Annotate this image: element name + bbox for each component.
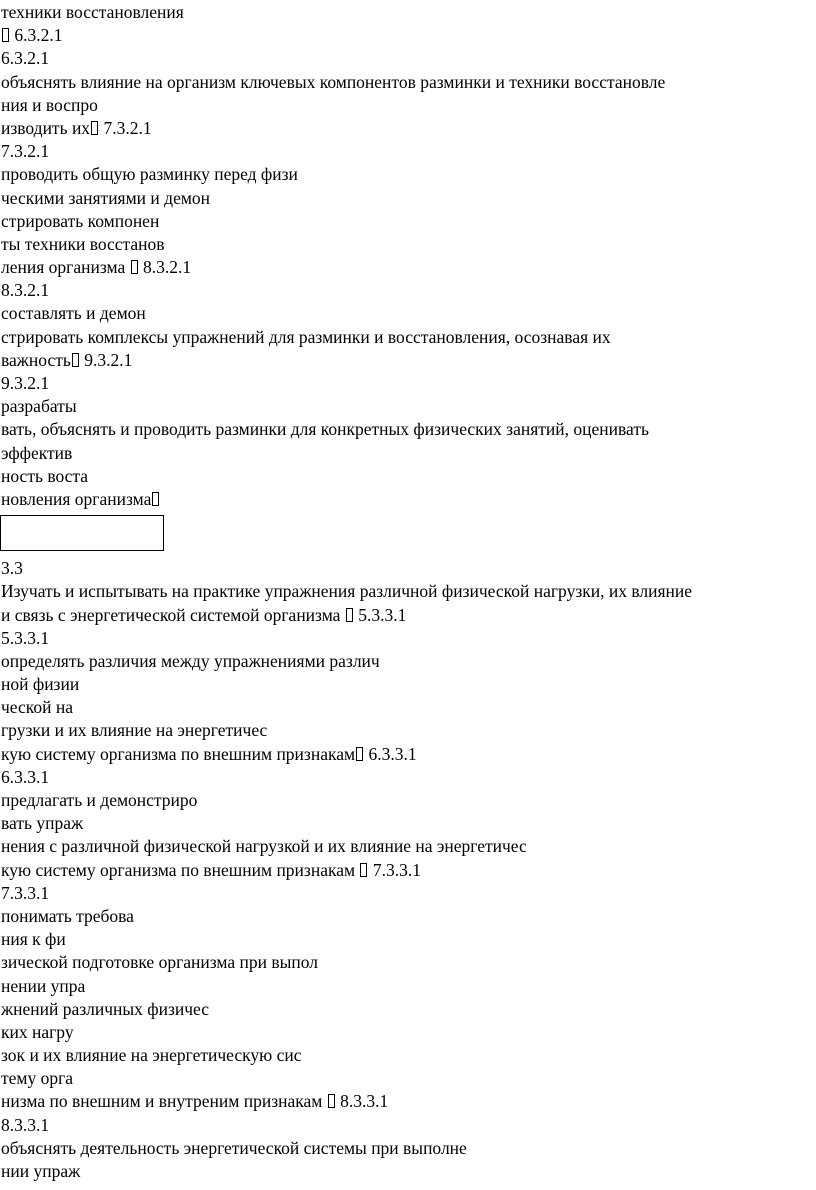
section-number: 3.3 <box>1 558 23 579</box>
empty-box <box>0 515 164 551</box>
text-line: стрировать компонен <box>1 210 160 231</box>
text-line: 8.3.3.1 <box>1 1114 50 1135</box>
text-line: жнений различных физичес <box>1 998 210 1019</box>
text-line: 9.3.2.1 <box>1 373 50 393</box>
text-line: ния к фи <box>1 929 66 950</box>
missing-glyph-icon <box>328 1094 335 1108</box>
text-line: ческой на <box>1 697 74 718</box>
missing-glyph-icon <box>346 608 353 622</box>
text-line: кую систему организма по внешним признакам 7.3.3.1 <box>1 859 421 880</box>
text-line: низма по внешним и внутреним признакам 8.3.3.1 <box>1 1091 389 1112</box>
missing-glyph-icon <box>131 260 138 274</box>
text-line: ность воста <box>1 465 89 486</box>
missing-glyph-icon <box>356 747 363 761</box>
text-line: эффектив <box>1 442 73 463</box>
text-line: объяснять деятельность энергетической системы при выполне <box>1 1137 467 1158</box>
missing-glyph-icon <box>2 28 9 42</box>
missing-glyph-icon <box>152 492 159 506</box>
text-line: изводить их 7.3.2.1 <box>1 117 152 138</box>
text-line: зок и их влияние на энергетическую сис <box>1 1045 302 1066</box>
text-line: ной физии <box>1 674 80 695</box>
text-line: ческими занятиями и демон <box>1 187 211 208</box>
text-line: тему орга <box>1 1068 74 1089</box>
text-line: нении упра <box>1 975 86 996</box>
text-line: нения с различной физической нагрузкой и их влияние на энергетичес <box>1 836 527 857</box>
text-line: 5.3.3.1 <box>1 627 50 648</box>
document-body <box>0 1 816 1183</box>
text-line: зической подготовке организма при выпол <box>1 952 318 973</box>
empty-table-cell <box>0 511 816 557</box>
text-line: проводить общую разминку перед физи <box>1 164 298 185</box>
text-line: кую систему организма по внешним признакам 6.3.3.1 <box>1 743 417 764</box>
text-line: объяснять влияние на организм ключевых компонентов разминки и техники восстановле <box>1 71 666 92</box>
text-line: грузки и их влияние на энергетичес <box>1 720 268 741</box>
text-line: и связь с энергетической системой организма 5.3.3.1 <box>1 604 407 625</box>
text-line: составлять и демон <box>1 303 146 324</box>
text-line: 6.3.2.1 <box>1 48 50 69</box>
text-line: 7.3.2.1 <box>1 141 50 162</box>
text-line: стрировать комплексы упражнений для разминки и восстановления, осознавая их <box>1 326 611 347</box>
text-line: нии упраж <box>1 1161 81 1181</box>
text-line: 8.3.2.1 <box>1 280 50 301</box>
text-line: 7.3.3.1 <box>1 882 50 903</box>
text-line: вать, объяснять и проводить разминки для конкретных физических занятий, оценивать <box>1 419 649 440</box>
missing-glyph-icon <box>360 863 367 877</box>
text-line: разрабаты <box>1 396 77 417</box>
text-line: новления организма <box>0 488 816 511</box>
text-line: 6.3.2.1 <box>0 24 816 47</box>
missing-glyph-icon <box>91 121 98 135</box>
text-line: ния и воспро <box>1 94 98 115</box>
text-line: техники восстановления <box>1 2 184 22</box>
text-line: 6.3.3.1 <box>1 766 50 787</box>
text-line: важность 9.3.2.1 <box>1 349 133 370</box>
text-line: ты техники восстанов <box>1 233 165 254</box>
missing-glyph-icon <box>72 353 79 367</box>
text-line: Изучать и испытывать на практике упражнения различной физической нагрузки, их влияние <box>1 581 693 602</box>
text-line: предлагать и демонстриро <box>1 790 198 810</box>
text-line: ких нагру <box>1 1021 74 1042</box>
text-line: понимать требова <box>1 905 134 926</box>
text-line: вать упраж <box>1 813 84 834</box>
text-line: ления организма 8.3.2.1 <box>1 257 192 278</box>
text-line: определять различия между упражнениями различ <box>1 650 380 671</box>
